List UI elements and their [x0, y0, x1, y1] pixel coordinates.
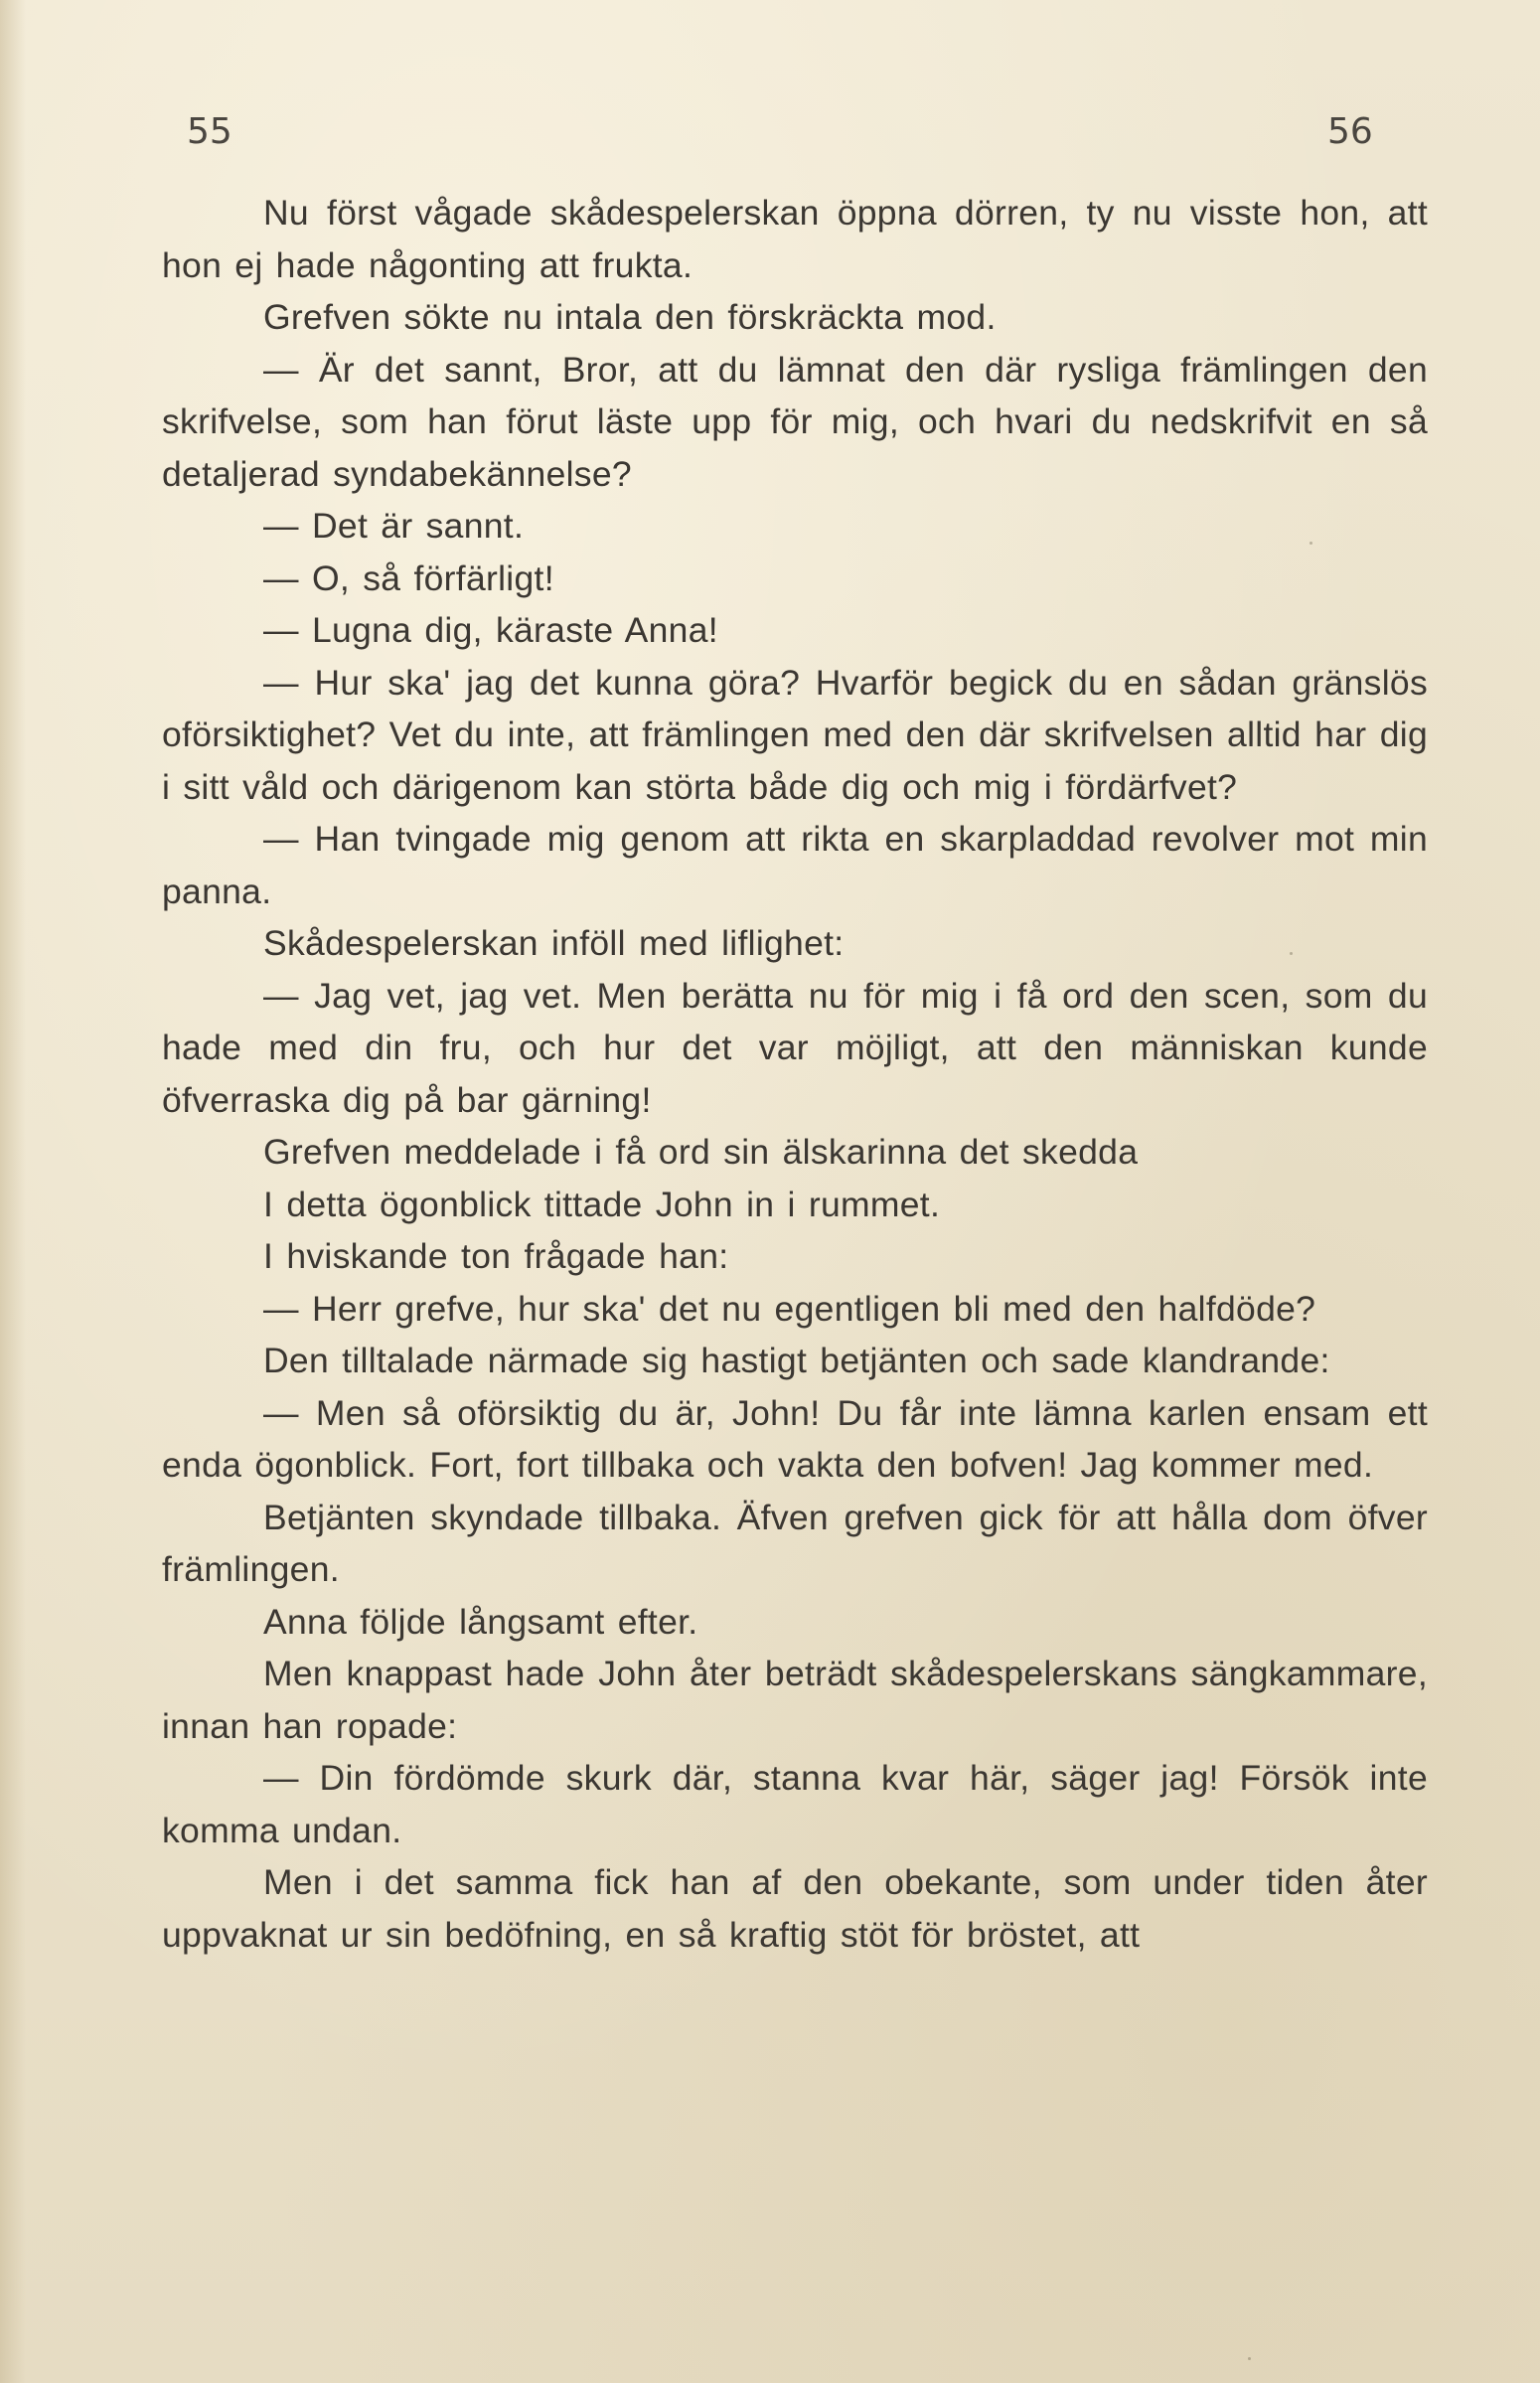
paragraph: Anna följde långsamt efter. [263, 1601, 698, 1642]
paragraph: I hviskande ton frågade han: [263, 1236, 729, 1276]
paragraph: Nu först vågade skådespelerskan öppna dörren, ty nu visste hon, att hon ej hade någonting att frukta. [162, 193, 1428, 285]
paragraph: Den tilltalade närmade sig hastigt betjänten och sade klandrande: [263, 1341, 1330, 1380]
paragraph: Skådespelerskan inföll med liflighet: [263, 923, 845, 963]
paragraph: — Din fördömde skurk där, stanna kvar här, säger jag! Försök inte komma undan. [162, 1758, 1428, 1850]
paper-speckle [1411, 994, 1414, 997]
paper-speckle [1290, 952, 1293, 955]
paragraph: Men i det samma fick han af den obekante, som under tiden åter uppvaknat ur sin bedöfning, en så kraftig stöt för bröstet, att [162, 1862, 1428, 1955]
body-text [162, 187, 1428, 1961]
paragraph: I detta ögonblick tittade John in i rummet. [263, 1184, 941, 1224]
paragraph: — Hur ska' jag det kunna göra? Hvarför begick du en sådan gränslös oförsiktighet? Vet du inte, att främlingen med den där skrifvelsen alltid har dig i sitt våld och därigenom kan störta både dig och mig i fördärfvet? [162, 662, 1428, 807]
paragraph: — Lugna dig, käraste Anna! [263, 610, 718, 650]
paragraph: Grefven sökte nu intala den förskräckta mod. [263, 297, 997, 337]
page-number-right: 56 [1327, 111, 1373, 152]
paragraph: — O, så förfärligt! [263, 557, 554, 598]
paragraph: Men knappast hade John åter beträdt skådespelerskans sängkammare, innan han ropade: [162, 1654, 1428, 1746]
paragraph: — Det är sannt. [263, 506, 525, 546]
paragraph: — Han tvingade mig genom att rikta en skarpladdad revolver mot min panna. [162, 819, 1428, 911]
page-edge-shadow [0, 0, 26, 2383]
paragraph: Betjänten skyndade tillbaka. Äfven grefven gick för att hålla dom öfver främlingen. [162, 1497, 1428, 1589]
paragraph: — Herr grefve, hur ska' det nu egentligen bli med den halfdöde? [263, 1288, 1316, 1329]
page-number-left: 55 [187, 111, 232, 152]
paper-speckle [1309, 542, 1312, 545]
paragraph: Grefven meddelade i få ord sin älskarinna det skedda [263, 1132, 1139, 1172]
paragraph: — Är det sannt, Bror, att du lämnat den där rysliga främlingen den skrifvelse, som han förut läste upp för mig, och hvari du nedskrifvit en så detaljerad syndabekännelse? [162, 349, 1428, 494]
paragraph: — Men så oförsiktig du är, John! Du får inte lämna karlen ensam ett enda ögonblick. Fort, fort tillbaka och vakta den bofven! Jag kommer med. [162, 1392, 1428, 1485]
paragraph: — Jag vet, jag vet. Men berätta nu för mig i få ord den scen, som du hade med din fru, och hur det var möjligt, att den människan kunde öfverraska dig på bar gärning! [162, 975, 1428, 1120]
paper-speckle [1248, 2357, 1251, 2360]
